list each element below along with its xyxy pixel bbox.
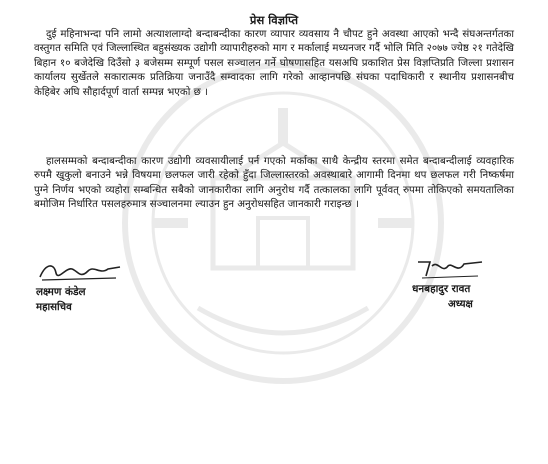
signatory-name: धनबहादुर रावत — [412, 283, 471, 295]
signatory-role: अध्यक्ष — [448, 299, 473, 310]
signatory-president — [412, 256, 532, 312]
signatory-role: महासचिव — [36, 302, 72, 313]
notice-paragraph-1: दुई महिनाभन्दा पनि लामो अत्याशलाग्दो बन्दाबन्दीका कारण व्यापार व्यवसाय नै चौपट हुने अवस्था आएको भन्दै संघअन्तर्गतका वस्तुगत समिति एवं जिल्लास्थित बहुसंख्यक उद्योगी व्यापारीहरुको माग र मर्कालाई मध्यनजर गर्दै भोलि मिति २०७७ ज्येष्ठ २१ गतेदेखि बिहान १० बजेदेखि दिउँसो ३ बजेसम्म सम्पूर्ण पसल सञ्चालन गर्ने घोषणासहित यसअघि प्रकाशित प्रेस विज्ञप्तिप्रति जिल्ला प्रशासन कार्यालय सुर्खेतले सकारात्मक प्रतिक्रिया जनाउँदै सम्वादका लागि गरेको आव्हानपछि संघका पदाधिकारी र स्थानीय प्रशासनबीच केहिबेर अघि सौहार्दपूर्ण वार्ता सम्पन्न भएको छ । — [34, 29, 514, 98]
signatory-name: लक्ष्मण कंडेल — [36, 286, 86, 298]
handwritten-signature-right — [412, 256, 488, 282]
notice-title: प्रेस विज्ञप्ति — [249, 13, 299, 27]
signatory-general-secretary — [36, 259, 146, 315]
handwritten-signature-left — [36, 259, 126, 285]
notice-paragraph-2: हालसम्मको बन्दाबन्दीका कारण उद्योगी व्यवसायीलाई पर्न गएको मर्काका साथै केन्द्रीय स्तरमा समेत बन्दाबन्दीलाई व्यवहारिक रुपमै खुकुलो बनाउने भन्ने विषयमा छलफल जारी रहेको हुँदा जिल्लास्तरको अवस्थाबारे आगामी दिनमा थप छलफल गरी निष्कर्षमा पुग्ने निर्णय भएको व्यहोरा सम्बन्धित सबैको जानकारीका लागि अनुरोध गर्दै तत्कालका लागि पूर्ववत् रुपमा तोकिएको समयतालिका बमोजिम निर्धारित पसलहरुमात्र सञ्चालनमा ल्याउन हुन अनुरोधसहित जानकारी गराइन्छ । — [34, 156, 514, 211]
organization-seal-watermark — [118, 58, 448, 388]
